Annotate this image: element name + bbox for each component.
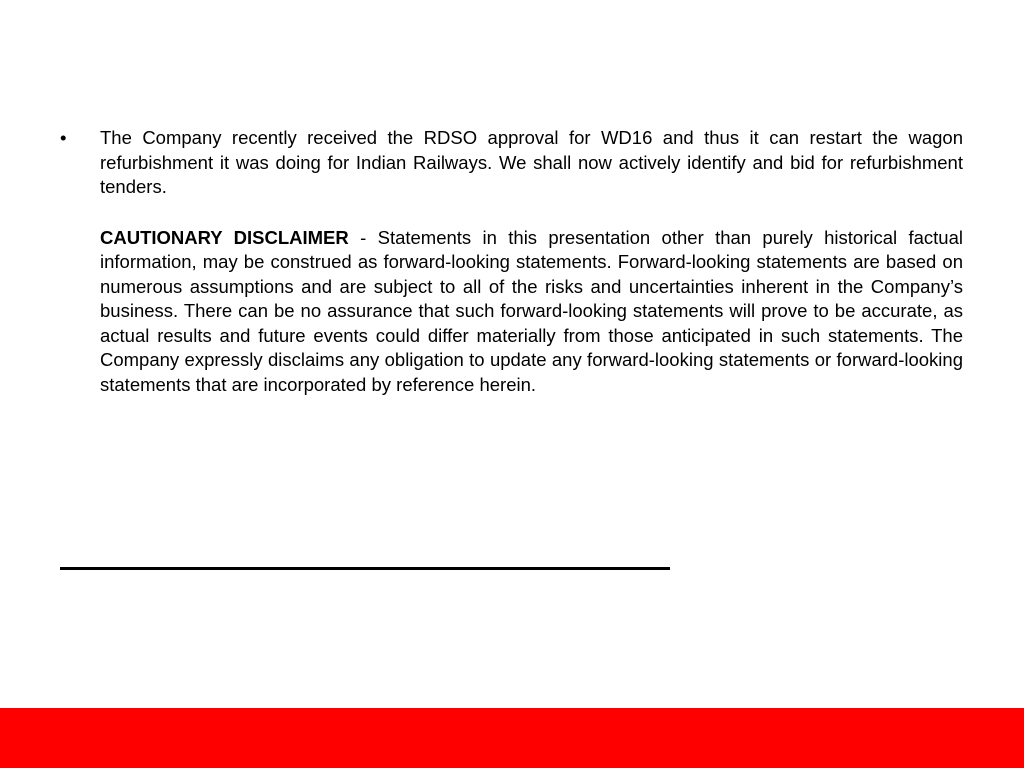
slide-content — [60, 126, 963, 397]
disclaimer-text: - Statements in this presentation other than purely historical factual information, may be construed as forward-looking statements. Forward-looking statements are based on numerous assumptions and are subject to all of the risks and uncertainties inherent in the Company’s business. There can be no assurance that such forward-looking statements will prove to be accurate, as actual results and future events could differ materially from those anticipated in such statements. The Company expressly disclaims any obligation to update any forward-looking statements or forward-looking statements that are incorporated by reference herein. — [100, 226, 963, 395]
bullet-text: The Company recently received the RDSO approval for WD16 and thus it can restart the wagon refurbishment it was doing for Indian Railways. We shall now actively identify and bid for refurbishment tenders. — [100, 127, 963, 197]
disclaimer-heading: CAUTIONARY DISCLAIMER — [100, 226, 349, 248]
horizontal-rule — [60, 567, 670, 570]
bullet-marker: • — [60, 127, 67, 148]
bullet-item — [60, 126, 963, 200]
footer-bar — [0, 708, 1024, 768]
disclaimer-paragraph — [60, 226, 963, 398]
